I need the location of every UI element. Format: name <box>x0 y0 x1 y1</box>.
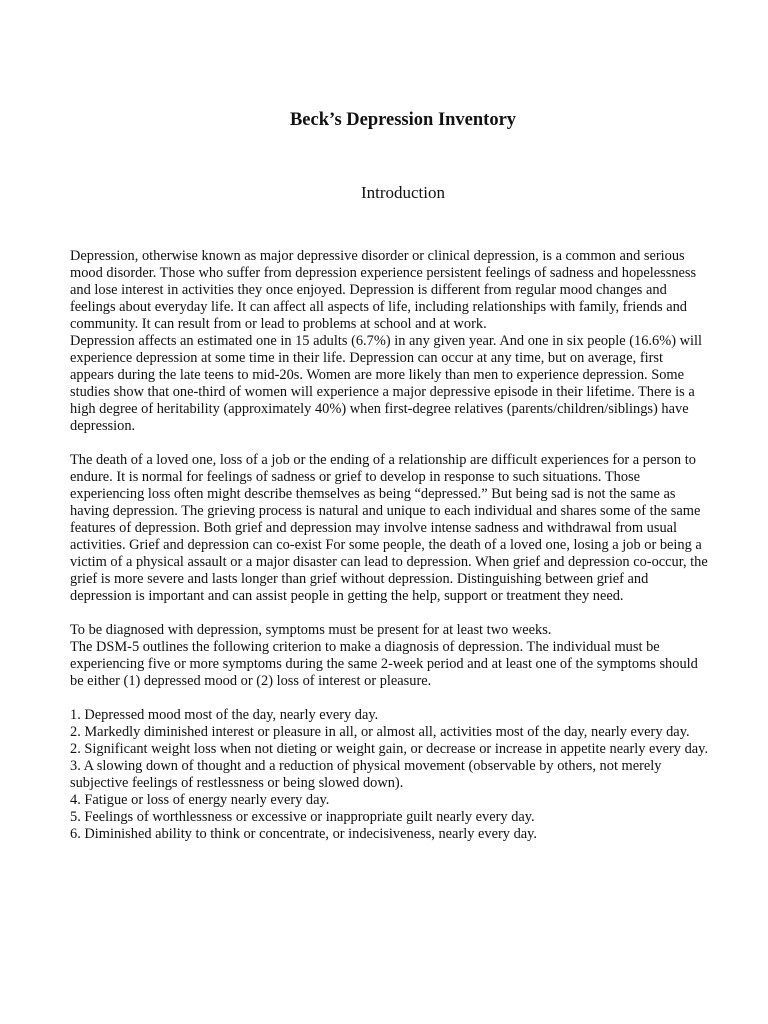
list-item: 5. Feelings of worthlessness or excessive or inappropriate guilt nearly every day. <box>70 809 535 825</box>
list-item: 2. Significant weight loss when not dieting or weight gain, or decrease or increase in appetite nearly every day. <box>70 741 709 757</box>
list-item: 2. Markedly diminished interest or pleasure in all, or almost all, activities most of the day, nearly every day. <box>70 724 690 740</box>
list-item: 3. A slowing down of thought and a reduction of physical movement (observable by others, not merely subjective feelings of restlessness or being slowed down). <box>70 758 662 791</box>
paragraph-diagnosis-duration: To be diagnosed with depression, symptoms must be present for at least two weeks. <box>70 622 552 638</box>
list-item: 6. Diminished ability to think or concentrate, or indecisiveness, nearly every day. <box>70 826 538 842</box>
paragraph-spacer <box>70 435 710 452</box>
paragraph-grief: The death of a loved one, loss of a job or the ending of a relationship are difficult experiences for a person to endure. It is normal for feelings of sadness or grief to develop in response to such situations. Those experiencing loss often might describe themselves as being “depressed.” But being sad is not the same as having depression. The grieving process is natural and unique to each individual and shares some of the same features of depression. Both grief and depression may involve intense sadness and withdrawal from usual activities. Grief and depression can co-exist For some people, the death of a loved one, losing a job or being a victim of a physical assault or a major disaster can lead to depression. When grief and depression co-occur, the grief is more severe and lasts longer than grief without depression. Distinguishing between grief and depression is important and can assist people in getting the help, support or treatment they need. <box>70 452 708 604</box>
paragraph-dsm5-criteria: The DSM-5 outlines the following criterion to make a diagnosis of depression. The individual must be experiencing five or more symptoms during the same 2-week period and at least one of the symptoms should be either (1) depressed mood or (2) loss of interest or pleasure. <box>70 639 698 689</box>
list-item: 1. Depressed mood most of the day, nearly every day. <box>70 707 379 723</box>
paragraph-spacer <box>70 605 710 622</box>
section-heading-introduction: Introduction <box>360 183 446 202</box>
document-body <box>70 248 710 843</box>
paragraph-spacer <box>70 690 710 707</box>
list-item: 4. Fatigue or loss of energy nearly every day. <box>70 792 330 808</box>
document-title: Beck’s Depression Inventory <box>289 110 517 130</box>
paragraph-definition: Depression, otherwise known as major depressive disorder or clinical depression, is a common and serious mood disorder. Those who suffer from depression experience persistent feelings of sadness and hopelessness and lose interest in activities they once enjoyed. Depression is different from regular mood changes and feelings about everyday life. It can affect all aspects of life, including relationships with family, friends and community. It can result from or lead to problems at school and at work. <box>70 248 697 332</box>
paragraph-prevalence: Depression affects an estimated one in 15 adults (6.7%) in any given year. And one in six people (16.6%) will experience depression at some time in their life. Depression can occur at any time, but on average, first appears during the late teens to mid-20s. Women are more likely than men to experience depression. Some studies show that one-third of women will experience a major depressive episode in their lifetime. There is a high degree of heritability (approximately 40%) when first-degree relatives (parents/children/siblings) have depression. <box>70 333 702 434</box>
symptom-list <box>70 707 710 843</box>
